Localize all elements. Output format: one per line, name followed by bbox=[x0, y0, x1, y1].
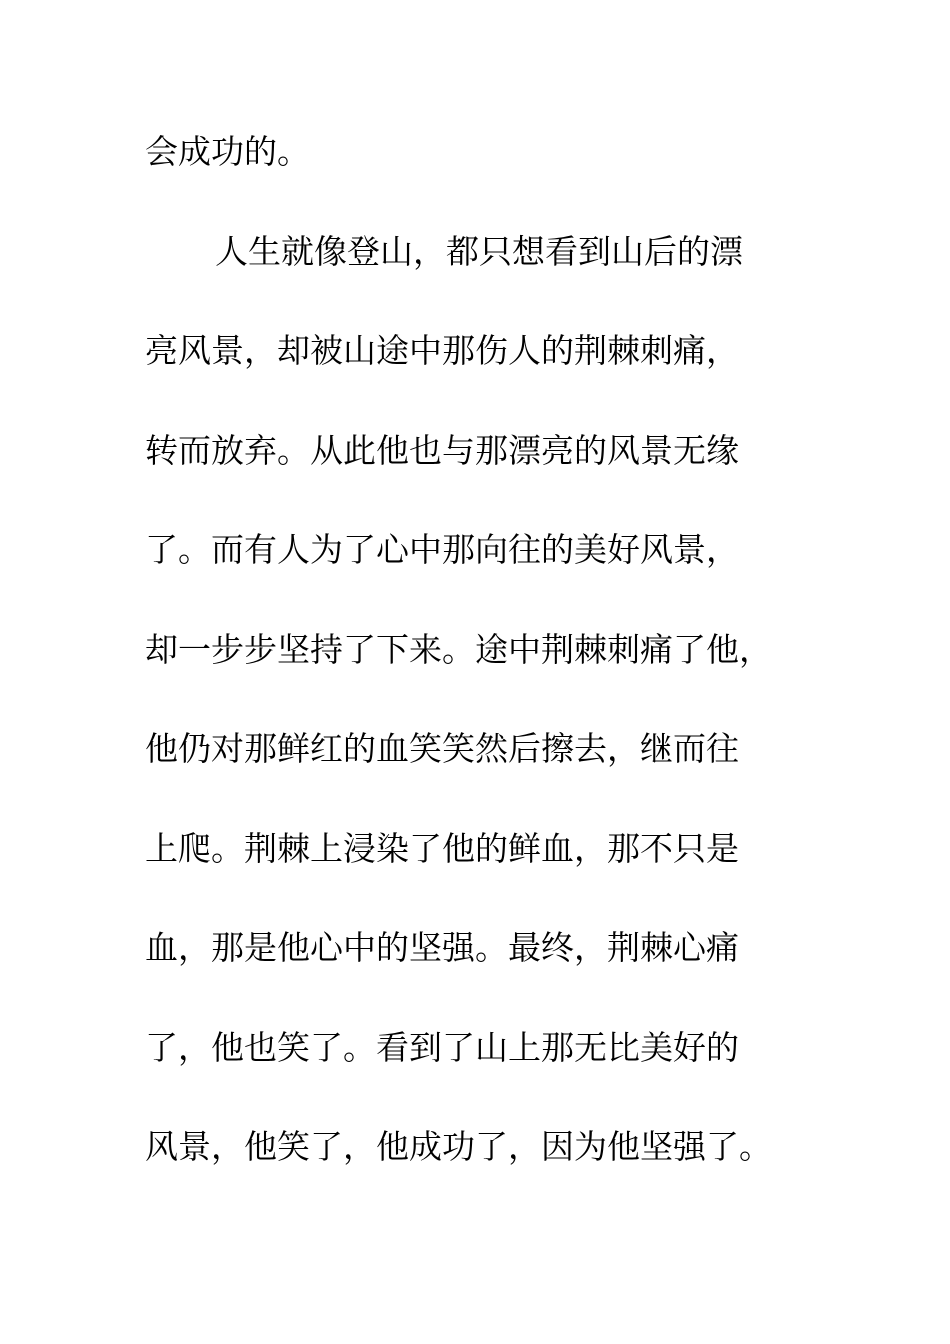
text-line: 亮风景，却被山途中那伤人的荆棘刺痛， bbox=[145, 331, 739, 370]
text-line: 上爬。荆棘上浸染了他的鲜血，那不只是 bbox=[145, 828, 739, 868]
text-line: 他仍对那鲜红的血笑笑然后擦去，继而往 bbox=[145, 729, 739, 768]
text-line: 了。而有人为了心中那向往的美好风景， bbox=[145, 530, 739, 569]
text-line: 会成功的。 bbox=[145, 132, 310, 171]
text-line: 风景，他笑了，他成功了，因为他坚强了。 bbox=[145, 1127, 772, 1166]
text-line: 转而放弃。从此他也与那漂亮的风景无缘 bbox=[145, 430, 739, 470]
text-line: 却一步步坚持了下来。途中荆棘刺痛了他， bbox=[145, 629, 772, 669]
text-line: 血，那是他心中的坚强。最终，荆棘心痛 bbox=[145, 928, 739, 967]
text-line: 了，他也笑了。看到了山上那无比美好的 bbox=[145, 1027, 739, 1067]
body-text bbox=[145, 122, 805, 1217]
paragraph-start-line: 人生就像登山，都只想看到山后的漂 bbox=[215, 231, 743, 271]
